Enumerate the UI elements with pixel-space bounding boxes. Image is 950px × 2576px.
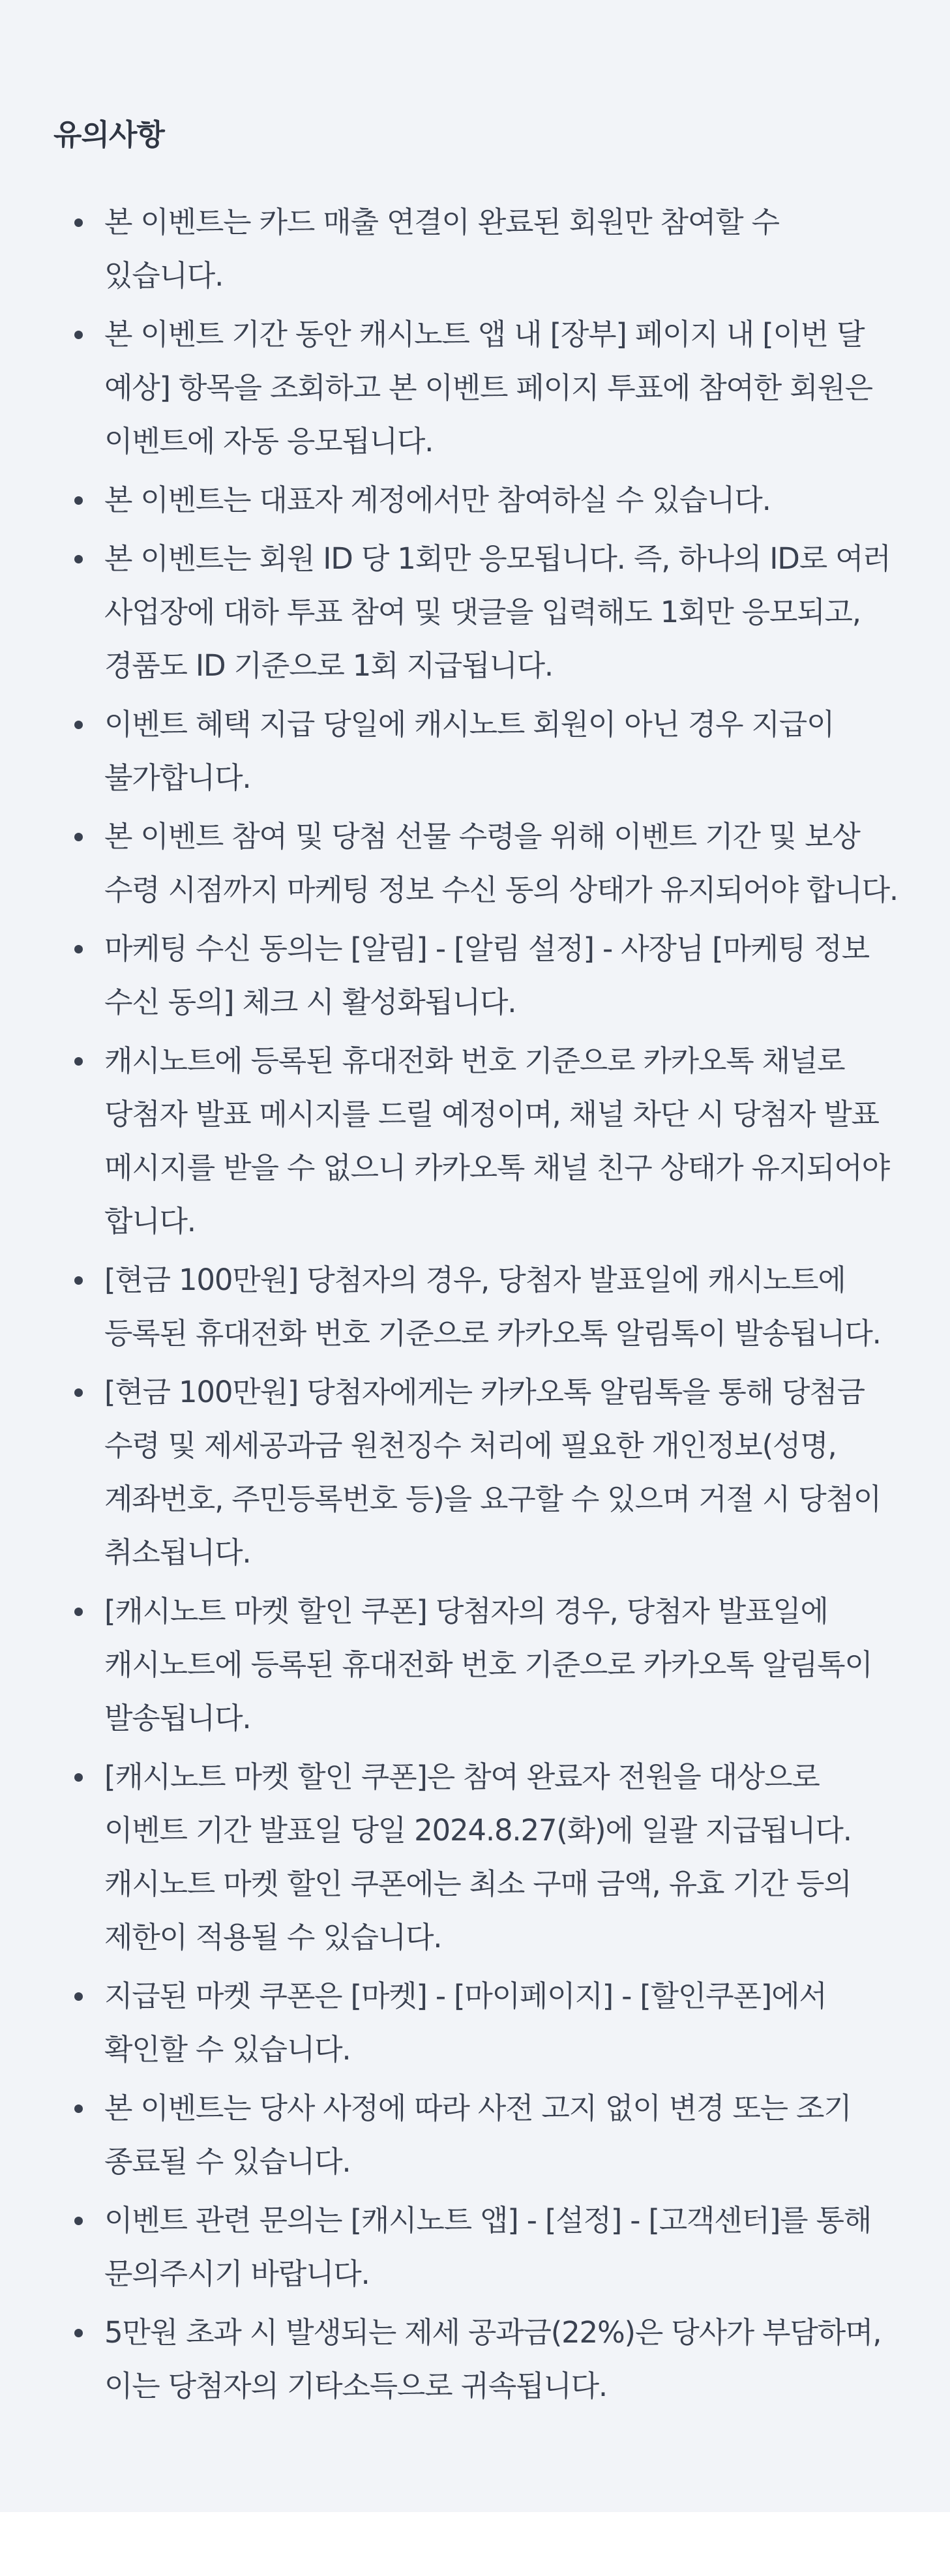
notice-item: 본 이벤트는 당사 사정에 따라 사전 고지 없이 변경 또는 조기 종료될 수 있습니다.	[53, 2082, 898, 2189]
notice-title: 유의사항	[53, 117, 164, 152]
notice-item: 본 이벤트 참여 및 당첨 선물 수령을 위해 이벤트 기간 및 보상 수령 시점까지 마케팅 정보 수신 동의 상태가 유지되어야 합니다.	[53, 810, 898, 917]
notice-item: 본 이벤트는 회원 ID 당 1회만 응모됩니다. 즉, 하나의 ID로 여러 사업장에 대하 투표 참여 및 댓글을 입력해도 1회만 응모되고, 경품도 ID 기준으로 1회 지급됩니다.	[53, 532, 898, 693]
notice-item: 본 이벤트는 카드 매출 연결이 완료된 회원만 참여할 수 있습니다.	[53, 196, 898, 303]
notice-item: 5만원 초과 시 발생되는 제세 공과금(22%)은 당사가 부담하며, 이는 당첨자의 기타소득으로 귀속됩니다.	[53, 2306, 898, 2413]
notice-item: [캐시노트 마켓 할인 쿠폰]은 참여 완료자 전원을 대상으로 이벤트 기간 발표일 당일 2024.8.27(화)에 일괄 지급됩니다. 캐시노트 마켓 할인 쿠폰에는 최소 구매 금액, 유효 기간 등의 제한이 적용될 수 있습니다.	[53, 1750, 898, 1964]
notice-item: 본 이벤트는 대표자 계정에서만 참여하실 수 있습니다.	[53, 473, 898, 527]
notice-item: 마케팅 수신 동의는 [알림] - [알림 설정] - 사장님 [마케팅 정보 수신 동의] 체크 시 활성화됩니다.	[53, 922, 898, 1029]
notice-item: 이벤트 관련 문의는 [캐시노트 앱] - [설정] - [고객센터]를 통해 문의주시기 바랍니다.	[53, 2194, 898, 2301]
notice-item: 이벤트 혜택 지급 당일에 캐시노트 회원이 아닌 경우 지급이 불가합니다.	[53, 698, 898, 805]
notice-item: 캐시노트에 등록된 휴대전화 번호 기준으로 카카오톡 채널로 당첨자 발표 메시지를 드릴 예정이며, 채널 차단 시 당첨자 발표 메시지를 받을 수 없으니 카카오톡 채널 친구 상태가 유지되어야 합니다.	[53, 1034, 898, 1248]
notice-item: 지급된 마켓 쿠폰은 [마켓] - [마이페이지] - [할인쿠폰]에서 확인할 수 있습니다.	[53, 1969, 898, 2076]
notice-item: [현금 100만원] 당첨자의 경우, 당첨자 발표일에 캐시노트에 등록된 휴대전화 번호 기준으로 카카오톡 알림톡이 발송됩니다.	[53, 1253, 898, 1360]
notice-list	[53, 196, 898, 2413]
notice-item: [현금 100만원] 당첨자에게는 카카오톡 알림톡을 통해 당첨금 수령 및 제세공과금 원천징수 처리에 필요한 개인정보(성명, 계좌번호, 주민등록번호 등)을 요구할 수 있으며 거절 시 당첨이 취소됩니다.	[53, 1366, 898, 1580]
notice-item: 본 이벤트 기간 동안 캐시노트 앱 내 [장부] 페이지 내 [이번 달 예상] 항목을 조회하고 본 이벤트 페이지 투표에 참여한 회원은 이벤트에 자동 응모됩니다.	[53, 308, 898, 468]
notice-item: [캐시노트 마켓 할인 쿠폰] 당첨자의 경우, 당첨자 발표일에 캐시노트에 등록된 휴대전화 번호 기준으로 카카오톡 알림톡이 발송됩니다.	[53, 1585, 898, 1745]
